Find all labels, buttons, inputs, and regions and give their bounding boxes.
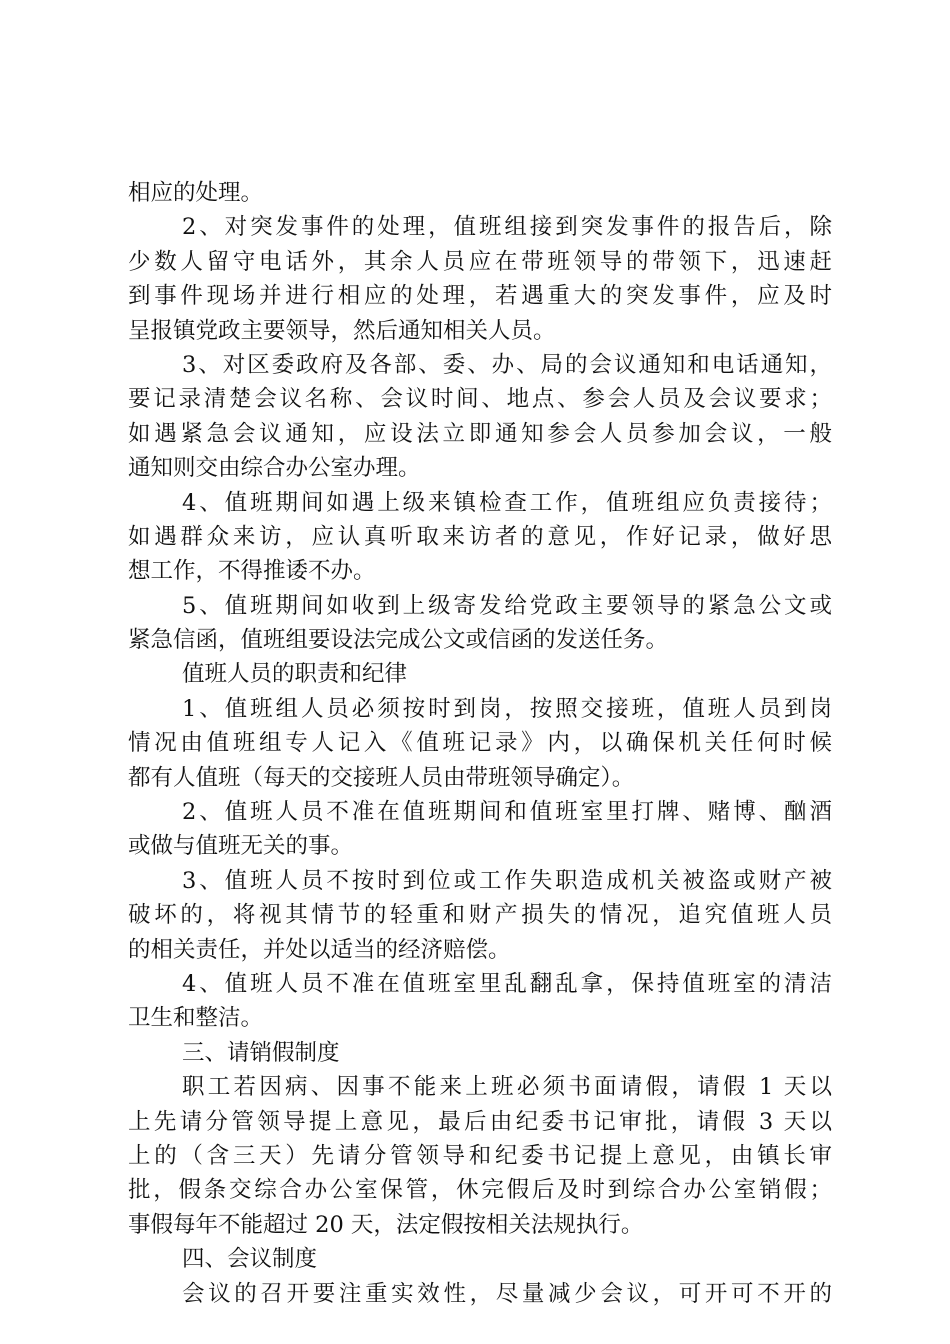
text-line: 上的（含三天）先请分管领导和纪委书记提上意见，由镇长审 bbox=[128, 1142, 832, 1169]
text-line: 三、请销假制度 bbox=[182, 1039, 340, 1066]
text-line: 会议的召开要注重实效性，尽量减少会议，可开可不开的 bbox=[182, 1280, 832, 1307]
text-line: 想工作，不得推诿不办。 bbox=[128, 558, 376, 585]
text-line: 破坏的，将视其情节的轻重和财产损失的情况，追究值班人员 bbox=[128, 902, 832, 929]
text-line: 呈报镇党政主要领导，然后通知相关人员。 bbox=[128, 317, 556, 344]
text-line: 1、值班组人员必须按时到岗，按照交接班，值班人员到岗 bbox=[182, 695, 832, 722]
text-line: 相应的处理。 bbox=[128, 180, 264, 206]
text-line: 职工若因病、因事不能来上班必须书面请假，请假 1 天以 bbox=[182, 1074, 832, 1101]
text-line: 都有人值班（每天的交接班人员由带班领导确定）。 bbox=[128, 764, 635, 791]
text-line: 如遇紧急会议通知，应设法立即通知参会人员参加会议，一般 bbox=[128, 420, 832, 447]
text-line: 的相关责任，并处以适当的经济赔偿。 bbox=[128, 936, 511, 963]
text-line: 2、对突发事件的处理，值班组接到突发事件的报告后，除 bbox=[182, 214, 832, 241]
text-line: 卫生和整洁。 bbox=[128, 1005, 264, 1032]
text-line: 值班人员的职责和纪律 bbox=[182, 661, 408, 688]
text-line: 通知则交由综合办公室办理。 bbox=[128, 455, 421, 482]
text-line: 四、会议制度 bbox=[182, 1246, 318, 1273]
text-line: 紧急信函，值班组要设法完成公文或信函的发送任务。 bbox=[128, 627, 669, 654]
text-line: 3、对区委政府及各部、委、办、局的会议通知和电话通知， bbox=[182, 351, 832, 378]
document-body bbox=[128, 176, 832, 1311]
text-line: 情况由值班组专人记入《值班记录》内，以确保机关任何时候 bbox=[128, 730, 832, 757]
text-line: 3、值班人员不按时到位或工作失职造成机关被盗或财产被 bbox=[182, 867, 832, 894]
text-line: 到事件现场并进行相应的处理，若遇重大的突发事件，应及时 bbox=[128, 283, 832, 310]
text-line: 事假每年不能超过 20 天，法定假按相关法规执行。 bbox=[128, 1211, 644, 1238]
text-line: 批，假条交综合办公室保管，休完假后及时到综合办公室销假； bbox=[128, 1177, 832, 1204]
text-line: 5、值班期间如收到上级寄发给党政主要领导的紧急公文或 bbox=[182, 592, 832, 619]
text-line: 少数人留守电话外，其余人员应在带班领导的带领下，迅速赶 bbox=[128, 248, 832, 275]
text-line: 如遇群众来访，应认真听取来访者的意见，作好记录，做好思 bbox=[128, 523, 832, 550]
text-line: 4、值班期间如遇上级来镇检查工作，值班组应负责接待； bbox=[182, 489, 832, 516]
text-line: 4、值班人员不准在值班室里乱翻乱拿，保持值班室的清洁 bbox=[182, 970, 832, 997]
text-line: 要记录清楚会议名称、会议时间、地点、参会人员及会议要求； bbox=[128, 386, 832, 413]
text-line: 2、值班人员不准在值班期间和值班室里打牌、赌博、酗酒 bbox=[182, 799, 832, 826]
text-line: 上先请分管领导提上意见，最后由纪委书记审批，请假 3 天以 bbox=[128, 1108, 832, 1135]
text-line: 或做与值班无关的事。 bbox=[128, 833, 354, 860]
